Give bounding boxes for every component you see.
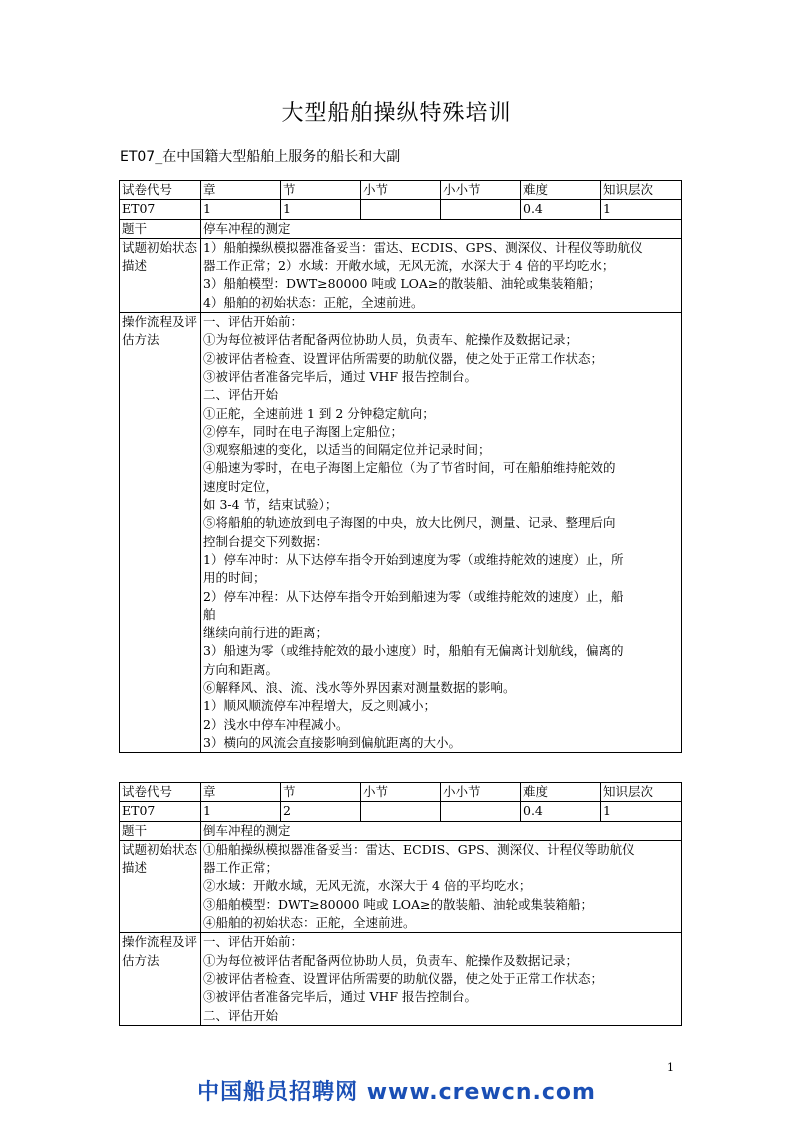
text-line: ⑤将船舶的轨迹放到电子海图的中央，放大比例尺，测量、记录、整理后向 — [203, 515, 616, 531]
stem-text: 倒车冲程的测定 — [201, 821, 682, 840]
procedure-row — [120, 933, 682, 1025]
header-cell: 节 — [281, 783, 361, 802]
page-number: 1 — [667, 1061, 674, 1074]
course-code: ET07 — [120, 149, 156, 165]
value-cell: 1 — [281, 200, 361, 219]
stem-label: 题干 — [120, 219, 201, 238]
course-subtitle — [120, 146, 400, 166]
text-line: 舶 — [203, 606, 216, 622]
text-line: 一、评估开始前： — [203, 314, 304, 330]
text-line: ①正舵，全速前进 1 到 2 分钟稳定航向； — [203, 405, 435, 421]
procedure-row — [120, 313, 682, 753]
text-line: 速度时定位， — [203, 478, 279, 494]
value-cell: 1 — [201, 200, 281, 219]
value-cell: 2 — [281, 802, 361, 821]
value-cell: 1 — [201, 802, 281, 821]
header-cell: 知识层次 — [601, 783, 682, 802]
text-line: 3）横向的风流会直接影响到偏航距离的大小。 — [203, 734, 461, 750]
text-line: ⑥解释风、浪、流、浅水等外界因素对测量数据的影响。 — [203, 680, 516, 696]
initial-state-row — [120, 238, 682, 312]
text-line: 1）船舶操纵模拟器准备妥当：雷达、ECDIS、GPS、测深仪、计程仪等助航仪 — [203, 239, 643, 255]
value-cell — [361, 802, 441, 821]
header-cell: 章 — [201, 181, 281, 200]
stem-label: 题干 — [120, 821, 201, 840]
text-line: ③观察船速的变化，以适当的间隔定位并记录时间； — [203, 442, 491, 458]
text-line: ④船舶的初始状态：正舵，全速前进。 — [203, 915, 416, 931]
text-line: ②停车，同时在电子海图上定船位； — [203, 423, 404, 439]
text-line: 4）船舶的初始状态：正舵，全速前进。 — [203, 294, 424, 310]
text-line: 器工作正常； — [203, 860, 279, 876]
text-line: 方向和距离。 — [203, 661, 279, 677]
text-line: 1）停车冲时：从下达停车指令开始到速度为零（或维持舵效的速度）止，所 — [203, 551, 624, 567]
text-line: 3）船舶模型：DWT≥80000 吨或 LOA≥的散装船、油轮或集装箱船； — [203, 276, 601, 292]
course-description: _在中国籍大型船舶上服务的船长和大副 — [155, 149, 401, 165]
footer-watermark: 中国船员招聘网 www.crewcn.com — [197, 1080, 596, 1105]
value-row — [120, 802, 682, 821]
value-cell — [361, 200, 441, 219]
value-cell: 1 — [601, 802, 682, 821]
text-line: 2）停车冲程：从下达停车指令开始到船速为零（或维持舵效的速度）止，船 — [203, 588, 624, 604]
initial-state-label: 试题初始状态描述 — [120, 840, 201, 932]
header-cell: 试卷代号 — [120, 181, 201, 200]
text-line: 继续向前行进的距离； — [203, 625, 329, 641]
exam-table-1 — [119, 180, 682, 753]
text-line: ②水域：开敞水域，无风无流，水深大于 4 倍的平均吃水； — [203, 878, 532, 894]
text-line: 2）浅水中停车冲程减小。 — [203, 716, 349, 732]
header-cell: 节 — [281, 181, 361, 200]
header-row — [120, 181, 682, 200]
header-cell: 难度 — [521, 783, 601, 802]
header-cell: 知识层次 — [601, 181, 682, 200]
value-cell: 0.4 — [521, 802, 601, 821]
text-line: ③被评估者准备完毕后，通过 VHF 报告控制台。 — [203, 368, 478, 384]
procedure-text — [201, 933, 682, 1025]
text-line: ①为每位被评估者配备两位协助人员，负责车、舵操作及数据记录； — [203, 332, 579, 348]
text-line: 二、评估开始 — [203, 1007, 279, 1023]
text-line: 如 3-4 节，结束试验）； — [203, 497, 338, 513]
text-line: ②被评估者检查、设置评估所需要的助航仪器，使之处于正常工作状态； — [203, 970, 604, 986]
header-cell: 难度 — [521, 181, 601, 200]
initial-state-text — [201, 840, 682, 932]
stem-row — [120, 821, 682, 840]
value-cell — [441, 802, 521, 821]
initial-state-text — [201, 238, 682, 312]
value-cell: ET07 — [120, 200, 201, 219]
text-line: ④船速为零时，在电子海图上定船位（为了节省时间，可在船舶维持舵效的 — [203, 460, 616, 476]
header-row — [120, 783, 682, 802]
header-cell: 试卷代号 — [120, 783, 201, 802]
procedure-text — [201, 313, 682, 753]
text-line: ①船舶操纵模拟器准备妥当：雷达、ECDIS、GPS、测深仪、计程仪等助航仪 — [203, 841, 635, 857]
text-line: 器工作正常；2）水域：开敞水域，无风无流，水深大于 4 倍的平均吃水； — [203, 258, 615, 274]
header-cell: 小节 — [361, 181, 441, 200]
stem-row — [120, 219, 682, 238]
text-line: 1）顺风顺流停车冲程增大，反之则减小； — [203, 698, 436, 714]
header-cell: 小节 — [361, 783, 441, 802]
text-line: ②被评估者检查、设置评估所需要的助航仪器，使之处于正常工作状态； — [203, 350, 604, 366]
text-line: 控制台提交下列数据： — [203, 533, 329, 549]
value-cell: ET07 — [120, 802, 201, 821]
text-line: ③船舶模型：DWT≥80000 吨或 LOA≥的散装船、油轮或集装箱船； — [203, 896, 593, 912]
text-line: 用的时间； — [203, 570, 266, 586]
page-title: 大型船舶操纵特殊培训 — [281, 101, 512, 126]
initial-state-label: 试题初始状态描述 — [120, 238, 201, 312]
header-cell: 小小节 — [441, 181, 521, 200]
value-cell: 0.4 — [521, 200, 601, 219]
initial-state-row — [120, 840, 682, 932]
text-line: 一、评估开始前： — [203, 934, 304, 950]
text-line: 3）船速为零（或维持舵效的最小速度）时，船舶有无偏离计划航线，偏离的 — [203, 643, 624, 659]
header-cell: 小小节 — [441, 783, 521, 802]
text-line: ③被评估者准备完毕后，通过 VHF 报告控制台。 — [203, 989, 478, 1005]
header-cell: 章 — [201, 783, 281, 802]
procedure-label: 操作流程及评估方法 — [120, 313, 201, 753]
procedure-label: 操作流程及评估方法 — [120, 933, 201, 1025]
value-cell — [441, 200, 521, 219]
text-line: 二、评估开始 — [203, 387, 279, 403]
exam-table-2 — [119, 782, 682, 1026]
value-cell: 1 — [601, 200, 682, 219]
value-row — [120, 200, 682, 219]
stem-text: 停车冲程的测定 — [201, 219, 682, 238]
text-line: ①为每位被评估者配备两位协助人员，负责车、舵操作及数据记录； — [203, 952, 579, 968]
